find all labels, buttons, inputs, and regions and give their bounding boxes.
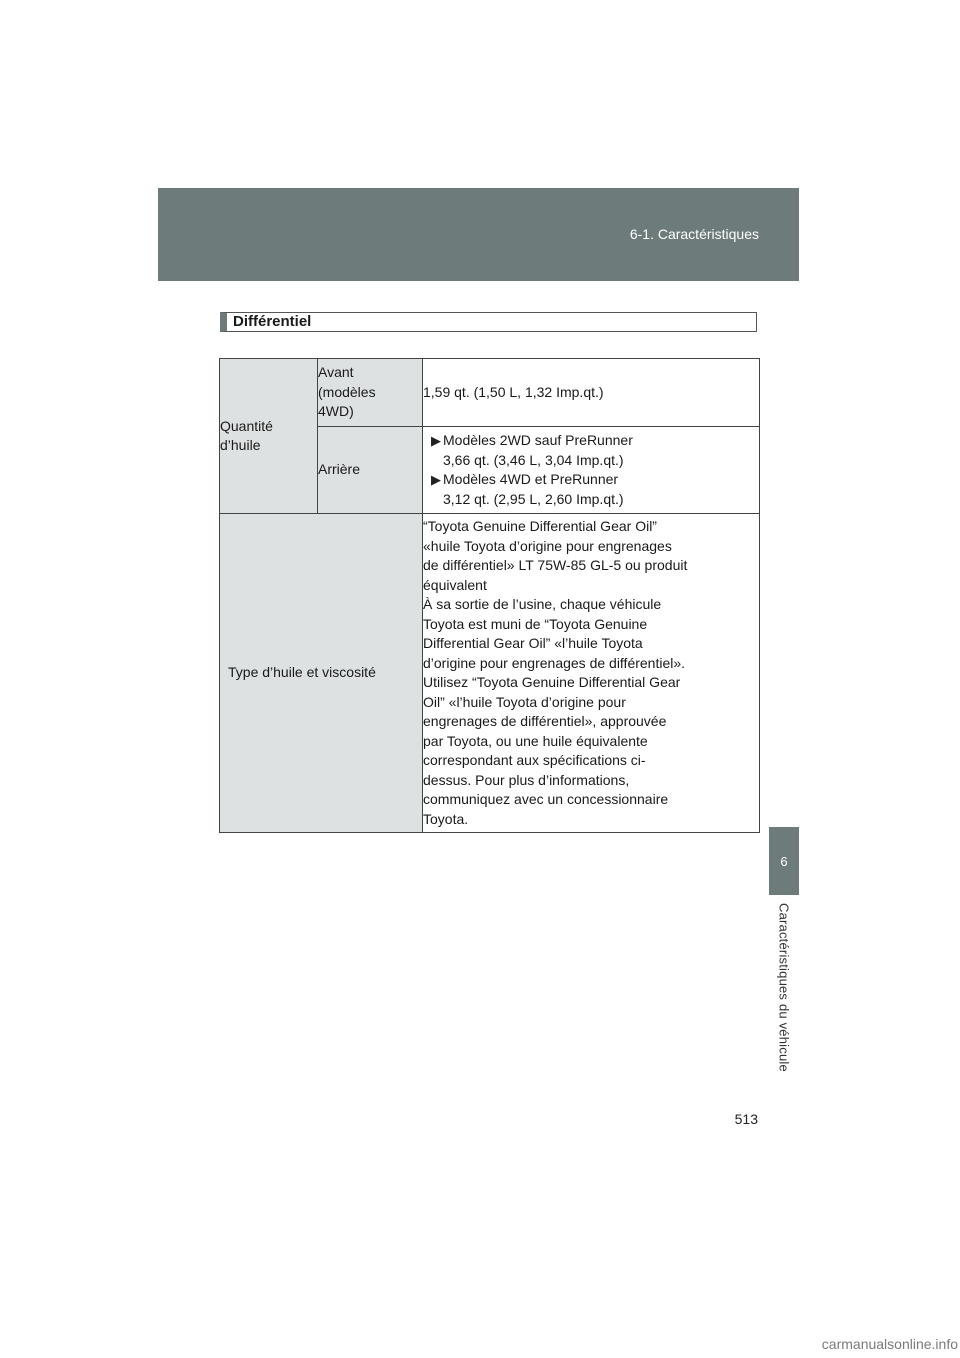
front-label-cell: [318, 359, 423, 427]
front-value-cell: [423, 359, 760, 427]
rear-item-title: Modèles 4WD et PreRunner: [443, 471, 619, 487]
chapter-tab-number: 6: [769, 827, 799, 895]
table-row: [220, 359, 760, 427]
oil-quantity-label: Quantité d’huile: [220, 417, 273, 453]
chapter-tab-label: Caractéristiques du véhicule: [776, 903, 792, 1072]
table-row: [220, 514, 760, 833]
header-band: [158, 188, 799, 281]
rear-item-value: 3,66 qt. (3,46 L, 3,04 Imp.qt.): [443, 451, 624, 468]
list-item: [423, 431, 759, 451]
list-item: [423, 470, 759, 490]
rear-label-cell: [318, 427, 423, 514]
oil-type-label-cell: [220, 514, 423, 833]
chapter-heading: 6-1. Caractéristiques: [629, 226, 759, 242]
triangle-bullet-icon: ▶: [431, 472, 441, 487]
footer-watermark: carmanualsonline.info: [821, 1336, 958, 1352]
differential-spec-table: [219, 358, 760, 833]
section-title: Différentiel: [220, 312, 757, 332]
oil-type-value-cell: [423, 514, 760, 833]
page-number: 513: [734, 1111, 758, 1127]
rear-item-title: Modèles 2WD sauf PreRunner: [443, 432, 633, 448]
rear-item-value: 3,12 qt. (2,95 L, 2,60 Imp.qt.): [443, 490, 624, 507]
front-label: Avant (modèles 4WD): [318, 364, 376, 420]
rear-value-cell: [423, 427, 760, 514]
triangle-bullet-icon: ▶: [431, 433, 441, 448]
oil-quantity-label-cell: [220, 359, 318, 514]
front-value: 1,59 qt. (1,50 L, 1,32 Imp.qt.): [423, 383, 604, 400]
oil-type-label: Type d’huile et viscosité: [228, 664, 376, 681]
oil-type-value: “Toyota Genuine Differential Gear Oil” «huile Toyota d’origine pour engrenages de différentiel» LT 75W-85 GL-5 ou produit équivalent À sa sortie de l’usine, chaque véhicule Toyota est muni de “Toyota Genuine Differential Gear Oil” «l’huile Toyota d’origine pour engrenages de différentiel». Utilisez “Toyota Genuine Differential Gear Oil” «l’huile Toyota d’origine pour engrenages de différentiel», approuvée par Toyota, ou une huile équivalente correspondant aux spécifications ci- dessus. Pour plus d’informations, communiquez avec un concessionnaire Toyota.: [423, 518, 688, 827]
rear-label: Arrière: [318, 461, 361, 478]
